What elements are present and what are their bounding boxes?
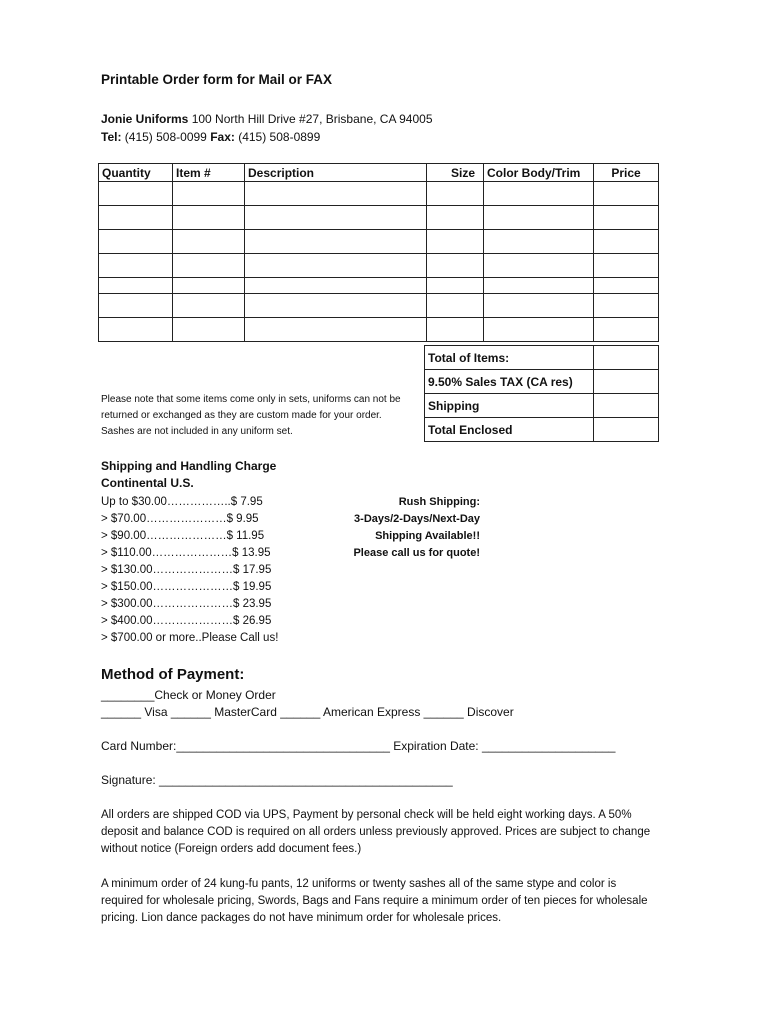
card-number-field[interactable]: Card Number:________________________________ Expiration Date: ____________________ <box>101 739 616 753</box>
sales-tax-value[interactable] <box>594 370 659 394</box>
contact-line <box>101 130 320 144</box>
totals-row <box>425 394 659 418</box>
table-cell[interactable] <box>427 182 484 206</box>
totals-row <box>425 418 659 442</box>
rush-line: 3-Days/2-Days/Next-Day <box>354 513 480 525</box>
table-cell[interactable] <box>484 318 594 342</box>
rate-line: > $90.00…………………$ 11.95 <box>101 530 265 542</box>
tel-label: Tel: <box>101 130 122 144</box>
table-cell[interactable] <box>427 318 484 342</box>
tel-number: (415) 508-0099 <box>121 130 211 144</box>
table-cell[interactable] <box>245 318 427 342</box>
note-line: returned or exchanged as they are custom made for your order. <box>101 410 382 421</box>
table-cell[interactable] <box>99 294 173 318</box>
table-cell[interactable] <box>245 182 427 206</box>
table-cell[interactable] <box>173 182 245 206</box>
table-cell[interactable] <box>99 182 173 206</box>
note-line: Sashes are not included in any uniform set. <box>101 426 293 437</box>
total-enclosed-label: Total Enclosed <box>425 418 594 442</box>
rush-line: Please call us for quote! <box>353 547 480 559</box>
table-cell[interactable] <box>594 254 659 278</box>
header-size: Size <box>427 164 484 182</box>
table-row <box>99 294 659 318</box>
totals-row <box>425 346 659 370</box>
rate-line: > $150.00…………………$ 19.95 <box>101 581 272 593</box>
rate-line: > $400.00…………………$ 26.95 <box>101 615 272 627</box>
payment-title: Method of Payment: <box>101 666 245 683</box>
header-item: Item # <box>173 164 245 182</box>
shipping-subtitle: Continental U.S. <box>101 476 194 490</box>
total-items-label: Total of Items: <box>425 346 594 370</box>
shipping-title: Shipping and Handling Charge <box>101 459 277 473</box>
table-cell[interactable] <box>594 294 659 318</box>
sales-tax-label: 9.50% Sales TAX (CA res) <box>425 370 594 394</box>
header-price: Price <box>594 164 659 182</box>
rate-line: Up to $30.00……………..$ 7.95 <box>101 496 263 508</box>
rate-line: > $130.00…………………$ 17.95 <box>101 564 272 576</box>
table-row <box>99 318 659 342</box>
rush-shipping-note <box>353 494 480 562</box>
total-items-value[interactable] <box>594 346 659 370</box>
table-cell[interactable] <box>245 278 427 294</box>
order-table-header <box>99 164 659 182</box>
table-cell[interactable] <box>173 278 245 294</box>
table-cell[interactable] <box>99 206 173 230</box>
note-line: Please note that some items come only in sets, uniforms can not be <box>101 394 401 405</box>
totals-table <box>424 345 659 442</box>
returns-note <box>101 392 401 440</box>
rate-line: > $70.00…………………$ 9.95 <box>101 513 259 525</box>
table-cell[interactable] <box>427 294 484 318</box>
table-cell[interactable] <box>484 230 594 254</box>
table-cell[interactable] <box>173 294 245 318</box>
table-cell[interactable] <box>594 278 659 294</box>
rush-line: Shipping Available!! <box>375 530 480 542</box>
rate-line: > $110.00…………………$ 13.95 <box>101 547 271 559</box>
company-name: Jonie Uniforms <box>101 112 189 126</box>
rush-line: Rush Shipping: <box>398 496 480 508</box>
table-cell[interactable] <box>173 318 245 342</box>
rate-line: > $700.00 or more..Please Call us! <box>101 632 279 644</box>
order-table <box>98 163 659 342</box>
table-cell[interactable] <box>245 294 427 318</box>
table-cell[interactable] <box>245 230 427 254</box>
table-cell[interactable] <box>173 206 245 230</box>
card-type-options[interactable]: ______ Visa ______ MasterCard ______ American Express ______ Discover <box>101 705 514 719</box>
table-cell[interactable] <box>484 206 594 230</box>
table-cell[interactable] <box>427 230 484 254</box>
table-cell[interactable] <box>99 230 173 254</box>
table-cell[interactable] <box>245 254 427 278</box>
table-cell[interactable] <box>427 254 484 278</box>
table-cell[interactable] <box>594 206 659 230</box>
shipping-label: Shipping <box>425 394 594 418</box>
table-cell[interactable] <box>594 182 659 206</box>
total-enclosed-value[interactable] <box>594 418 659 442</box>
table-cell[interactable] <box>427 278 484 294</box>
table-row <box>99 182 659 206</box>
table-cell[interactable] <box>484 278 594 294</box>
form-title: Printable Order form for Mail or FAX <box>101 72 333 87</box>
table-row <box>99 206 659 230</box>
table-row <box>99 230 659 254</box>
table-cell[interactable] <box>484 254 594 278</box>
table-cell[interactable] <box>594 318 659 342</box>
fax-label: Fax: <box>210 130 235 144</box>
signature-field[interactable]: Signature: ____________________________________________ <box>101 773 453 787</box>
company-address-line <box>101 112 433 126</box>
wholesale-terms-paragraph: A minimum order of 24 kung-fu pants, 12 uniforms or twenty sashes all of the same stype and color is required for wholesale pricing, Swords, Bags and Fans require a minimum order of ten pieces for wholesale pricing. Lion dance packages do not have minimum order for wholesale prices. <box>101 878 648 924</box>
table-cell[interactable] <box>484 294 594 318</box>
header-description: Description <box>245 164 427 182</box>
table-cell[interactable] <box>99 318 173 342</box>
rate-line: > $300.00…………………$ 23.95 <box>101 598 272 610</box>
company-address: 100 North Hill Drive #27, Brisbane, CA 94005 <box>188 112 433 126</box>
table-cell[interactable] <box>99 254 173 278</box>
shipping-value[interactable] <box>594 394 659 418</box>
table-cell[interactable] <box>427 206 484 230</box>
table-row <box>99 278 659 294</box>
fax-number: (415) 508-0899 <box>234 130 321 144</box>
table-cell[interactable] <box>173 230 245 254</box>
table-cell[interactable] <box>99 278 173 294</box>
header-quantity: Quantity <box>99 164 173 182</box>
totals-row <box>425 370 659 394</box>
shipping-rates <box>101 494 278 647</box>
table-cell[interactable] <box>245 206 427 230</box>
header-color: Color Body/Trim <box>484 164 594 182</box>
table-cell[interactable] <box>484 182 594 206</box>
table-cell[interactable] <box>173 254 245 278</box>
cod-terms-paragraph: All orders are shipped COD via UPS, Payment by personal check will be held eight working days. A 50% deposit and balance COD is required on all orders unless previously approved. Prices are subject to change without notice (Foreign orders add document fees.) <box>101 809 651 855</box>
check-option-line[interactable]: ________Check or Money Order <box>101 688 276 702</box>
table-row <box>99 254 659 278</box>
table-cell[interactable] <box>594 230 659 254</box>
